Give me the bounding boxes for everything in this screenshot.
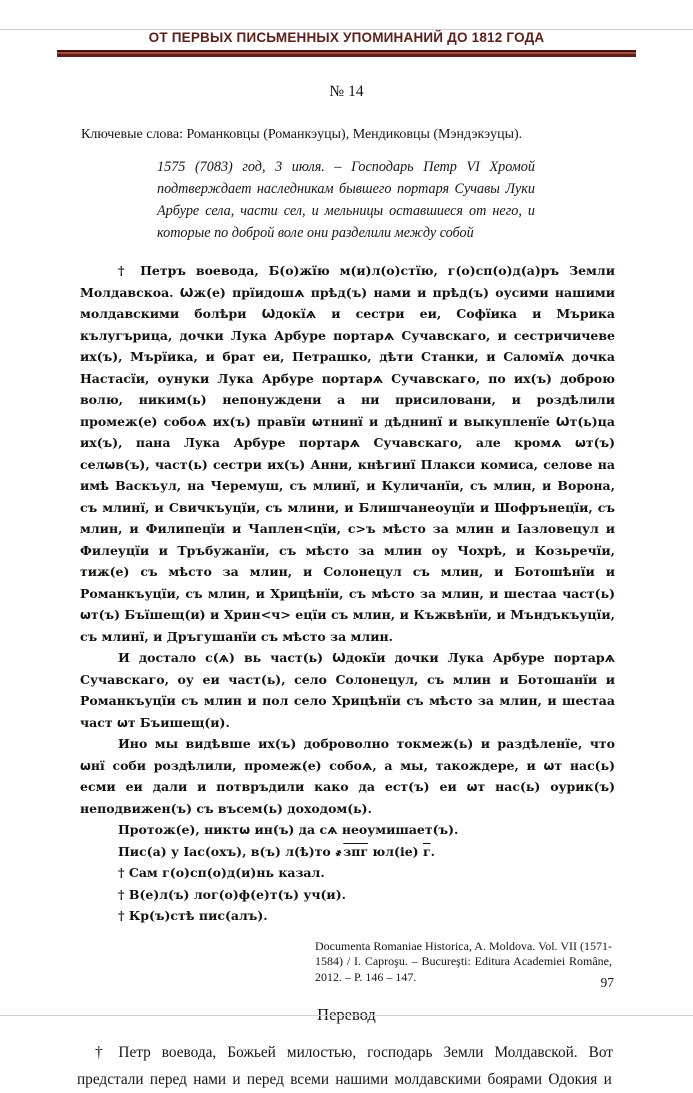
signature-line-2: † В(е)л(ъ) лог(о)ф(е)т(ъ) уч(и). <box>118 886 346 902</box>
keywords-line: Ключевые слова: Романковцы (Романкэуцы), Мендиковцы (Мэндэкэуцы). <box>81 127 523 142</box>
charter-text <box>80 260 615 927</box>
document-number: № 14 <box>329 83 364 100</box>
signature-line-3: † Кр(ъ)стѣ пис(алъ). <box>118 908 268 923</box>
running-header: ОТ ПЕРВЫХ ПИСЬМЕННЫХ УПОМИНАНИЙ ДО 1812 ГОДА <box>148 30 545 45</box>
translation-heading: Перевод <box>317 1005 376 1024</box>
protection-clause: Протож(е), никтѡ ин(ъ) да сѧ неоумишает(ъ). <box>118 822 459 837</box>
header-rule <box>57 50 636 57</box>
dating-day-cyrillic-numeral: г <box>422 843 431 859</box>
translation-paragraph: † Петр воевода, Божьей милостью, господарь Земли Молдавской. Вот предстали перед нами и перед всеми нашими молдавскими боярами Одокия и <box>77 1044 613 1088</box>
charter-paragraph-3: Ино мы видѣвше их(ъ) доброволно токмеж(ь) и раздѣленїе, что ѡнї соби роздѣлили, промеж(е) собоѧ, а мы, такождере, и ѡт нас(ь) есми еи дали и потвръдили како да ест(ъ) еи ѡт нас(ь) оурик(ъ) неподвижен(ъ) съ въсем(ь) доходом(ь). <box>80 736 615 816</box>
page-number: 97 <box>600 975 614 990</box>
abstract-summary: 1575 (7083) год, 3 июля. – Господарь Петр VI Хромой подтверждает наследникам бывшего портаря Сучавы Луки Арбуре села, части сел, и мельницы оставшиеся от него, и которые по доброй воле они разделили между собой <box>157 159 535 241</box>
dating-year-cyrillic-numeral: зпг <box>343 843 369 859</box>
document-page <box>0 30 693 1088</box>
dating-line <box>80 841 615 863</box>
dating-period: . <box>430 843 435 859</box>
dating-prefix: Пис(а) у Іас(охъ), в(ъ) л(ѣ)то ҂ <box>118 843 344 859</box>
charter-paragraph-1: † Петръ воевода, Б(о)жїю м(и)л(о)стїю, г(о)сп(о)д(а)ръ Земли Молдавскоа. Ѡж(е) прїидошѧ прѣд(ъ) нами и прѣд(ъ) оусими нашими молдавскими болѣри Ѡдокїѧ и сестри еи, Софїика и Мърика кълугърица, дочки Лука Арбуре портарѧ Сучавскаго, и сестричичеве их(ъ), Мърїика, и брат еи, Петрашко, дѣти Станки, и Саломїѧ дочка Настасїи, оунуки Лука Арбуре портарѧ Сучавскаго, по их(ъ) доброю волю, никим(ь) непонуждени а ни присиловани, и роздѣлили промеж(е) собоѧ их(ъ) правїи ѡтнинї и дѣднинї и выкупленїе Ѡт(ь)ца их(ъ), пана Лука Арбуре портарѧ Сучавскаго, але кромѧ ѡт(ъ) селѡв(ъ), част(ь) сестри их(ъ) Анни, кнѣгинї Плакси комиса, селове на имѣ Васкъул, на Черемуш, съ млинї, и Куличанїи, съ млин, и Ворона, съ млинї, и Свичкъуцїи, съ млини, и Блишчанеоуцїи и Шофрънецїи, съ млин, и Филипецїи и Чаплен<цїи, с>ъ мѣсто за млин и Іазловецул и Филеуцїи и Тръбужанїи, съ мѣсто за млин оу Чохрѣ, и Козьречїи, тиж(е) съ мѣсто за млин, и Солонецул съ млин, и Ботошѣнїи и Романкъуцїи, съ млин, и Хрицѣнїи, съ мѣсто за млин, и шестаа част(ь) ѡт(ъ) Бъїшещ(и) и Хрин<ч> ецїи съ млин, и Къжвѣнїи, и Мъндъкъуцїи, съ млинї, и Дръгушанїи съ мѣсто за млин. <box>80 263 615 644</box>
source-citation: Documenta Romaniae Historica, A. Moldova. Vol. VII (1571-1584) / I. Caproşu. – Bucureşti: Editura Academiei Române, 2012. – P. 146 – 147. <box>315 938 612 984</box>
signature-line-1: † Сам г(о)сп(о)д(и)нь казал. <box>118 865 325 880</box>
charter-paragraph-2: И достало с(ѧ) вь част(ь) Ѡдокїи дочки Лука Арбуре портарѧ Сучавскаго, оу еи част(ь), село Солонецул, съ млин и Ботошанїи и Романкъуцїи съ млин и пол село Хрицѣнїи съ мѣсто за млин, и шестаа част ѡт Бъишещ(и). <box>80 650 615 730</box>
dating-month: юл(іе) <box>368 843 423 859</box>
